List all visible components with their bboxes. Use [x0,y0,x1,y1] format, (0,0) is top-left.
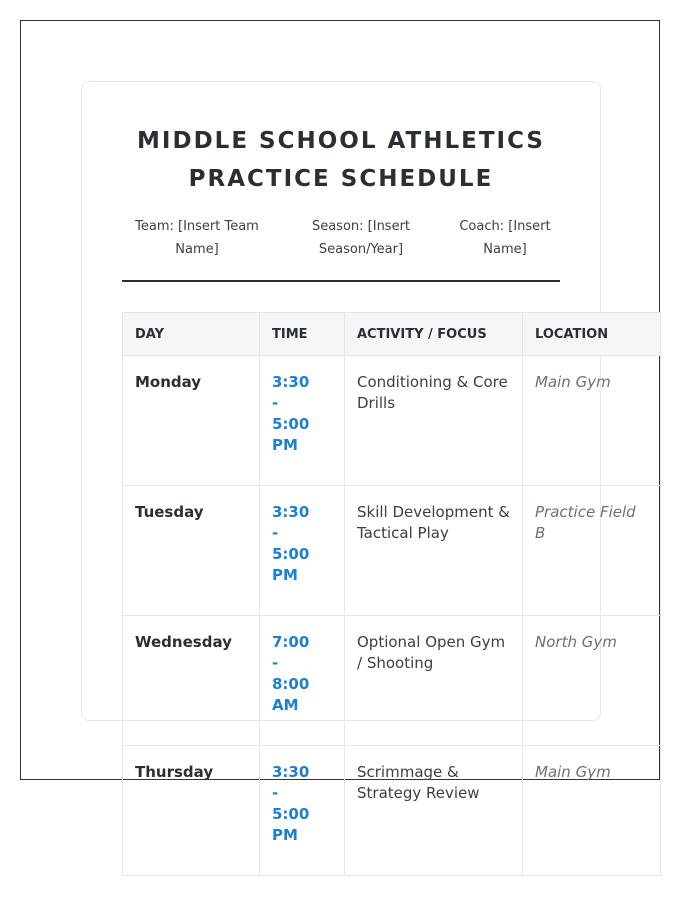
table-header-row [123,313,661,356]
meta-season: Season: [Insert Season/Year] [311,219,411,257]
page-title [122,122,560,198]
column-header-location: LOCATION [523,313,661,356]
time-cell: 3:30 - 5:00 PM [260,356,345,486]
time-cell: 7:00 - 8:00 AM [260,616,345,746]
column-header-time: TIME [260,313,345,356]
table-row [123,616,661,746]
day-cell: Wednesday [123,616,260,746]
table-row [123,746,661,876]
location-cell: Main Gym [523,746,661,876]
location-cell: Practice Field B [523,486,661,616]
table-row [123,486,661,616]
activity-cell: Conditioning & Core Drills [345,356,523,486]
day-cell: Monday [123,356,260,486]
time-cell: 3:30 - 5:00 PM [260,746,345,876]
header-divider [122,280,560,282]
time-cell: 3:30 - 5:00 PM [260,486,345,616]
location-cell: North Gym [523,616,661,746]
meta-coach: Coach: [Insert Name] [459,219,551,257]
title-line-2: PRACTICE SCHEDULE [188,166,494,192]
meta-team: Team: [Insert Team Name] [135,219,259,257]
activity-cell: Optional Open Gym / Shooting [345,616,523,746]
schedule-table-wrapper [122,312,636,844]
day-cell: Thursday [123,746,260,876]
column-header-day: DAY [123,313,260,356]
meta-row [122,215,560,261]
activity-cell: Scrimmage & Strategy Review [345,746,523,876]
column-header-activity: ACTIVITY / FOCUS [345,313,523,356]
schedule-table [122,312,661,876]
activity-cell: Skill Development & Tactical Play [345,486,523,616]
table-row [123,356,661,486]
day-cell: Tuesday [123,486,260,616]
title-line-1: MIDDLE SCHOOL ATHLETICS [137,128,545,154]
location-cell: Main Gym [523,356,661,486]
